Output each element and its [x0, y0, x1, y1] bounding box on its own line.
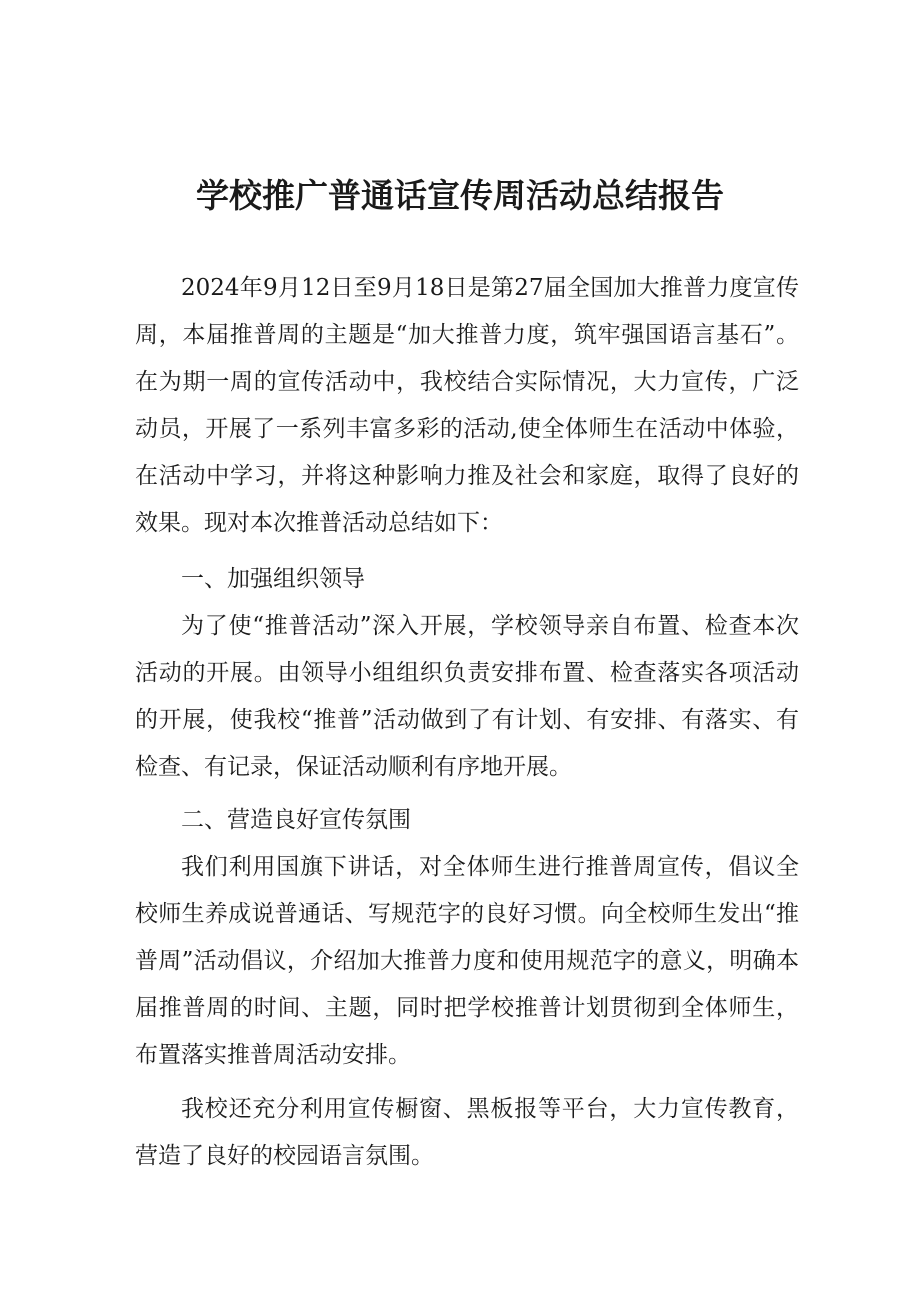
section2-paragraph-2: 我校还充分利用宣传橱窗、黑板报等平台，大力宣传教育，营造了良好的校园语言氛围。 — [135, 1096, 799, 1169]
section2-paragraph-1: 我们利用国旗下讲话，对全体师生进行推普周宣传，倡议全校师生养成说普通话、写规范字的良好习惯。向全校师生发出“推普周”活动倡议，介绍加大推普力度和使用规范字的意义，明确本届推普周的时间、主题，同时把学校推普计划贯彻到全体师生，布置落实推普周活动安排。 — [135, 854, 799, 1068]
intro-paragraph: 2024年9月12日至9月18日是第27届全国加大推普力度宣传周，本届推普周的主题是“加大推普力度，筑牢强国语言基石”。在为期一周的宣传活动中，我校结合实际情况，大力宣传，广泛动员，开展了一系列丰富多彩的活动,使全体师生在活动中体验，在活动中学习，并将这种影响力推及社会和家庭，取得了良好的效果。现对本次推普活动总结如下： — [135, 275, 799, 536]
section-heading-organization: 一、加强组织领导 — [181, 566, 365, 592]
section-heading-atmosphere: 二、营造良好宣传氛围 — [181, 807, 411, 833]
document-title: 学校推广普通话宣传周活动总结报告 — [196, 176, 724, 215]
section1-paragraph: 为了使“推普活动”深入开展，学校领导亲自布置、检查本次活动的开展。由领导小组组织负责安排布置、检查落实各项活动的开展，使我校“推普”活动做到了有计划、有安排、有落实、有检查、有记录，保证活动顺利有序地开展。 — [135, 613, 799, 780]
